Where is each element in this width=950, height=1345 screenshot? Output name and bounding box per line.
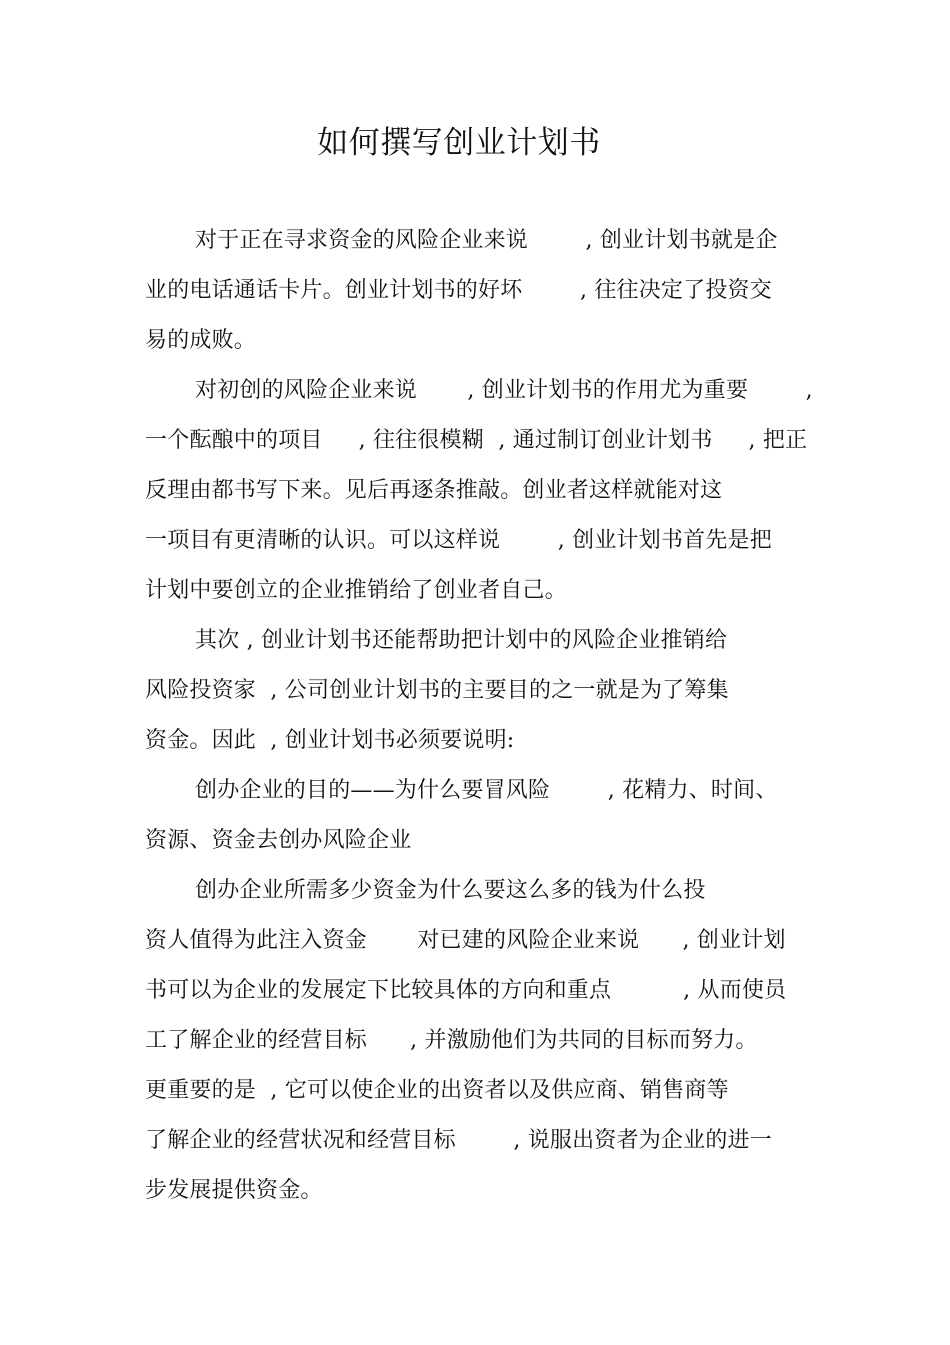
paragraph-line: 工了解企业的经营目标 , 并激励他们为共同的目标而努力。 — [145, 1028, 758, 1053]
document-title: 如何撰写创业计划书 — [317, 125, 601, 161]
paragraph-line: 风险投资家 , 公司创业计划书的主要目的之一就是为了筹集 — [145, 678, 729, 703]
paragraph-line: 步发展提供资金。 — [145, 1178, 323, 1203]
paragraph-line: 资源、资金去创办风险企业 — [145, 828, 412, 853]
paragraph-line: 对初创的风险企业来说 , 创业计划书的作用尤为重要 , — [195, 378, 813, 403]
paragraph-line: 业的电话通话卡片。创业计划书的好坏 , 往往决定了投资交 — [145, 278, 772, 303]
paragraph-line: 资人值得为此注入资金 对已建的风险企业来说 , 创业计划 — [145, 928, 786, 953]
paragraph-line: 创办企业所需多少资金为什么要这么多的钱为什么投 — [195, 878, 706, 903]
paragraph-line: 一个酝酿中的项目 , 往往很模糊 , 通过制订创业计划书 , 把正 — [145, 428, 808, 453]
paragraph-line: 计划中要创立的企业推销给了创业者自己。 — [145, 578, 567, 603]
paragraph-line: 资金。因此 , 创业计划书必须要说明: — [145, 728, 515, 753]
paragraph-line: 反理由都书写下来。见后再逐条推敲。创业者这样就能对这 — [145, 478, 723, 503]
paragraph-line: 其次 , 创业计划书还能帮助把计划中的风险企业推销给 — [195, 628, 728, 653]
paragraph-line: 更重要的是 , 它可以使企业的出资者以及供应商、销售商等 — [145, 1078, 729, 1103]
paragraph-line: 易的成败。 — [145, 328, 257, 353]
paragraph-line: 书可以为企业的发展定下比较具体的方向和重点 , 从而使员 — [145, 978, 787, 1003]
paragraph-line: 对于正在寻求资金的风险企业来说 , 创业计划书就是企 — [195, 228, 778, 253]
paragraph-line: 创办企业的目的——为什么要冒风险 , 花精力、时间、 — [195, 778, 778, 803]
paragraph-line: 一项目有更清晰的认识。可以这样说 , 创业计划书首先是把 — [145, 528, 772, 553]
paragraph-line: 了解企业的经营状况和经营目标 , 说服出资者为企业的进一 — [145, 1128, 772, 1153]
